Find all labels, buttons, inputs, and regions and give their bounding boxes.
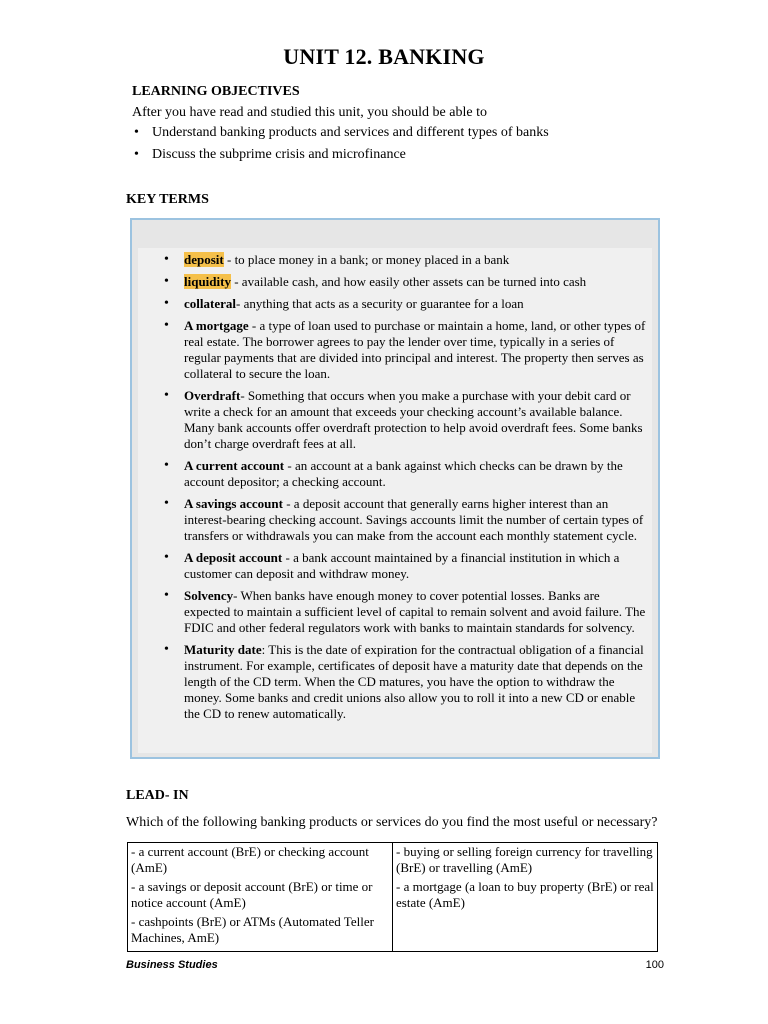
table-row — [128, 843, 658, 952]
lead-in-question: Which of the following banking products or services do you find the most useful or necessary? — [126, 815, 658, 830]
option-item: - a current account (BrE) or checking account (AmE) — [131, 844, 369, 875]
key-term-name: A savings account — [184, 496, 283, 511]
key-term-item — [138, 550, 648, 582]
key-term-item — [138, 296, 648, 312]
key-term-definition: - a bank account maintained by a financial institution in which a customer can deposit and withdraw money. — [184, 550, 620, 581]
lead-in-table — [127, 842, 658, 952]
key-term-definition: - anything that acts as a security or guarantee for a loan — [235, 296, 524, 311]
key-term-name: A mortgage — [184, 318, 249, 333]
key-term-name: Maturity date — [184, 642, 262, 657]
key-term-name: Solvency — [184, 588, 234, 603]
option-item: - cashpoints (BrE) or ATMs (Automated Teller Machines, AmE) — [131, 914, 374, 945]
footer-course-name: Business Studies — [126, 959, 218, 971]
key-term-item — [138, 588, 648, 636]
key-term-item — [138, 252, 648, 268]
key-term-definition: - a deposit account that generally earns higher interest than an interest-bearing checking account. Savings accounts limit the number of certain types of transfers or withdrawals you can make from the account each monthly statement cycle. — [184, 496, 644, 543]
key-term-name: A deposit account — [184, 550, 283, 565]
page-title: UNIT 12. BANKING — [283, 44, 485, 69]
option-item: - a mortgage (a loan to buy property (BrE) or real estate (AmE) — [396, 879, 654, 910]
key-terms-heading: KEY TERMS — [126, 192, 209, 207]
key-term-definition: - a type of loan used to purchase or maintain a home, land, or other types of real estate. The borrower agrees to pay the lender over time, typically in a series of regular payments that are divided into principal and interest. The property then serves as collateral to secure the loan. — [184, 318, 646, 381]
key-term-item — [138, 274, 648, 290]
key-term-name: liquidity — [184, 274, 231, 289]
table-cell-left — [128, 843, 393, 952]
table-cell-right — [393, 843, 658, 952]
learning-objectives-heading: LEARNING OBJECTIVES — [132, 84, 300, 99]
key-terms-box — [130, 218, 660, 759]
key-term-name: deposit — [184, 252, 224, 267]
key-term-name: A current account — [184, 458, 285, 473]
key-term-item — [138, 496, 648, 544]
key-term-definition: - Something that occurs when you make a purchase with your debit card or write a check for an amount that exceeds your checking account’s available balance. Many bank accounts offer overdraft protection to help avoid overdraft fees. Some banks don’t charge overdraft fees at all. — [184, 388, 643, 451]
key-term-item — [138, 642, 648, 722]
key-term-definition: - When banks have enough money to cover potential losses. Banks are expected to maintain a sufficient level of capital to remain solvent and avoid failure. The FDIC and other federal regulators work with banks to maintain standards for solvency. — [184, 588, 646, 635]
key-term-definition: - available cash, and how easily other assets can be turned into cash — [230, 274, 587, 289]
key-term-name: Overdraft — [184, 388, 241, 403]
key-term-name: collateral — [184, 296, 236, 311]
objective-item: • Discuss the subprime crisis and microfinance — [132, 146, 549, 168]
key-terms-list — [138, 252, 648, 728]
key-terms-panel — [138, 248, 652, 753]
learning-objectives-list — [132, 124, 549, 168]
option-item: - a savings or deposit account (BrE) or time or notice account (AmE) — [131, 879, 373, 910]
key-term-item — [138, 388, 648, 452]
footer-page-number: 100 — [645, 959, 664, 971]
key-term-item — [138, 318, 648, 382]
key-term-definition: : This is the date of expiration for the contractual obligation of a financial instrument. For example, certificates of deposit have a maturity date that depends on the length of the CD term. When the CD matures, you have the option to withdraw the money. Some banks and credit unions also allow you to roll it into a new CD or enable the CD to renew automatically. — [184, 642, 644, 721]
learning-objectives-intro: After you have read and studied this unit, you should be able to — [132, 105, 487, 120]
lead-in-heading: LEAD- IN — [126, 788, 189, 803]
key-term-definition: - to place money in a bank; or money placed in a bank — [223, 252, 510, 267]
objective-item: • Understand banking products and services and different types of banks — [132, 124, 549, 146]
key-term-item — [138, 458, 648, 490]
key-term-definition: - an account at a bank against which checks can be drawn by the account depositor; a checking account. — [184, 458, 623, 489]
option-item: - buying or selling foreign currency for travelling (BrE) or travelling (AmE) — [396, 844, 653, 875]
